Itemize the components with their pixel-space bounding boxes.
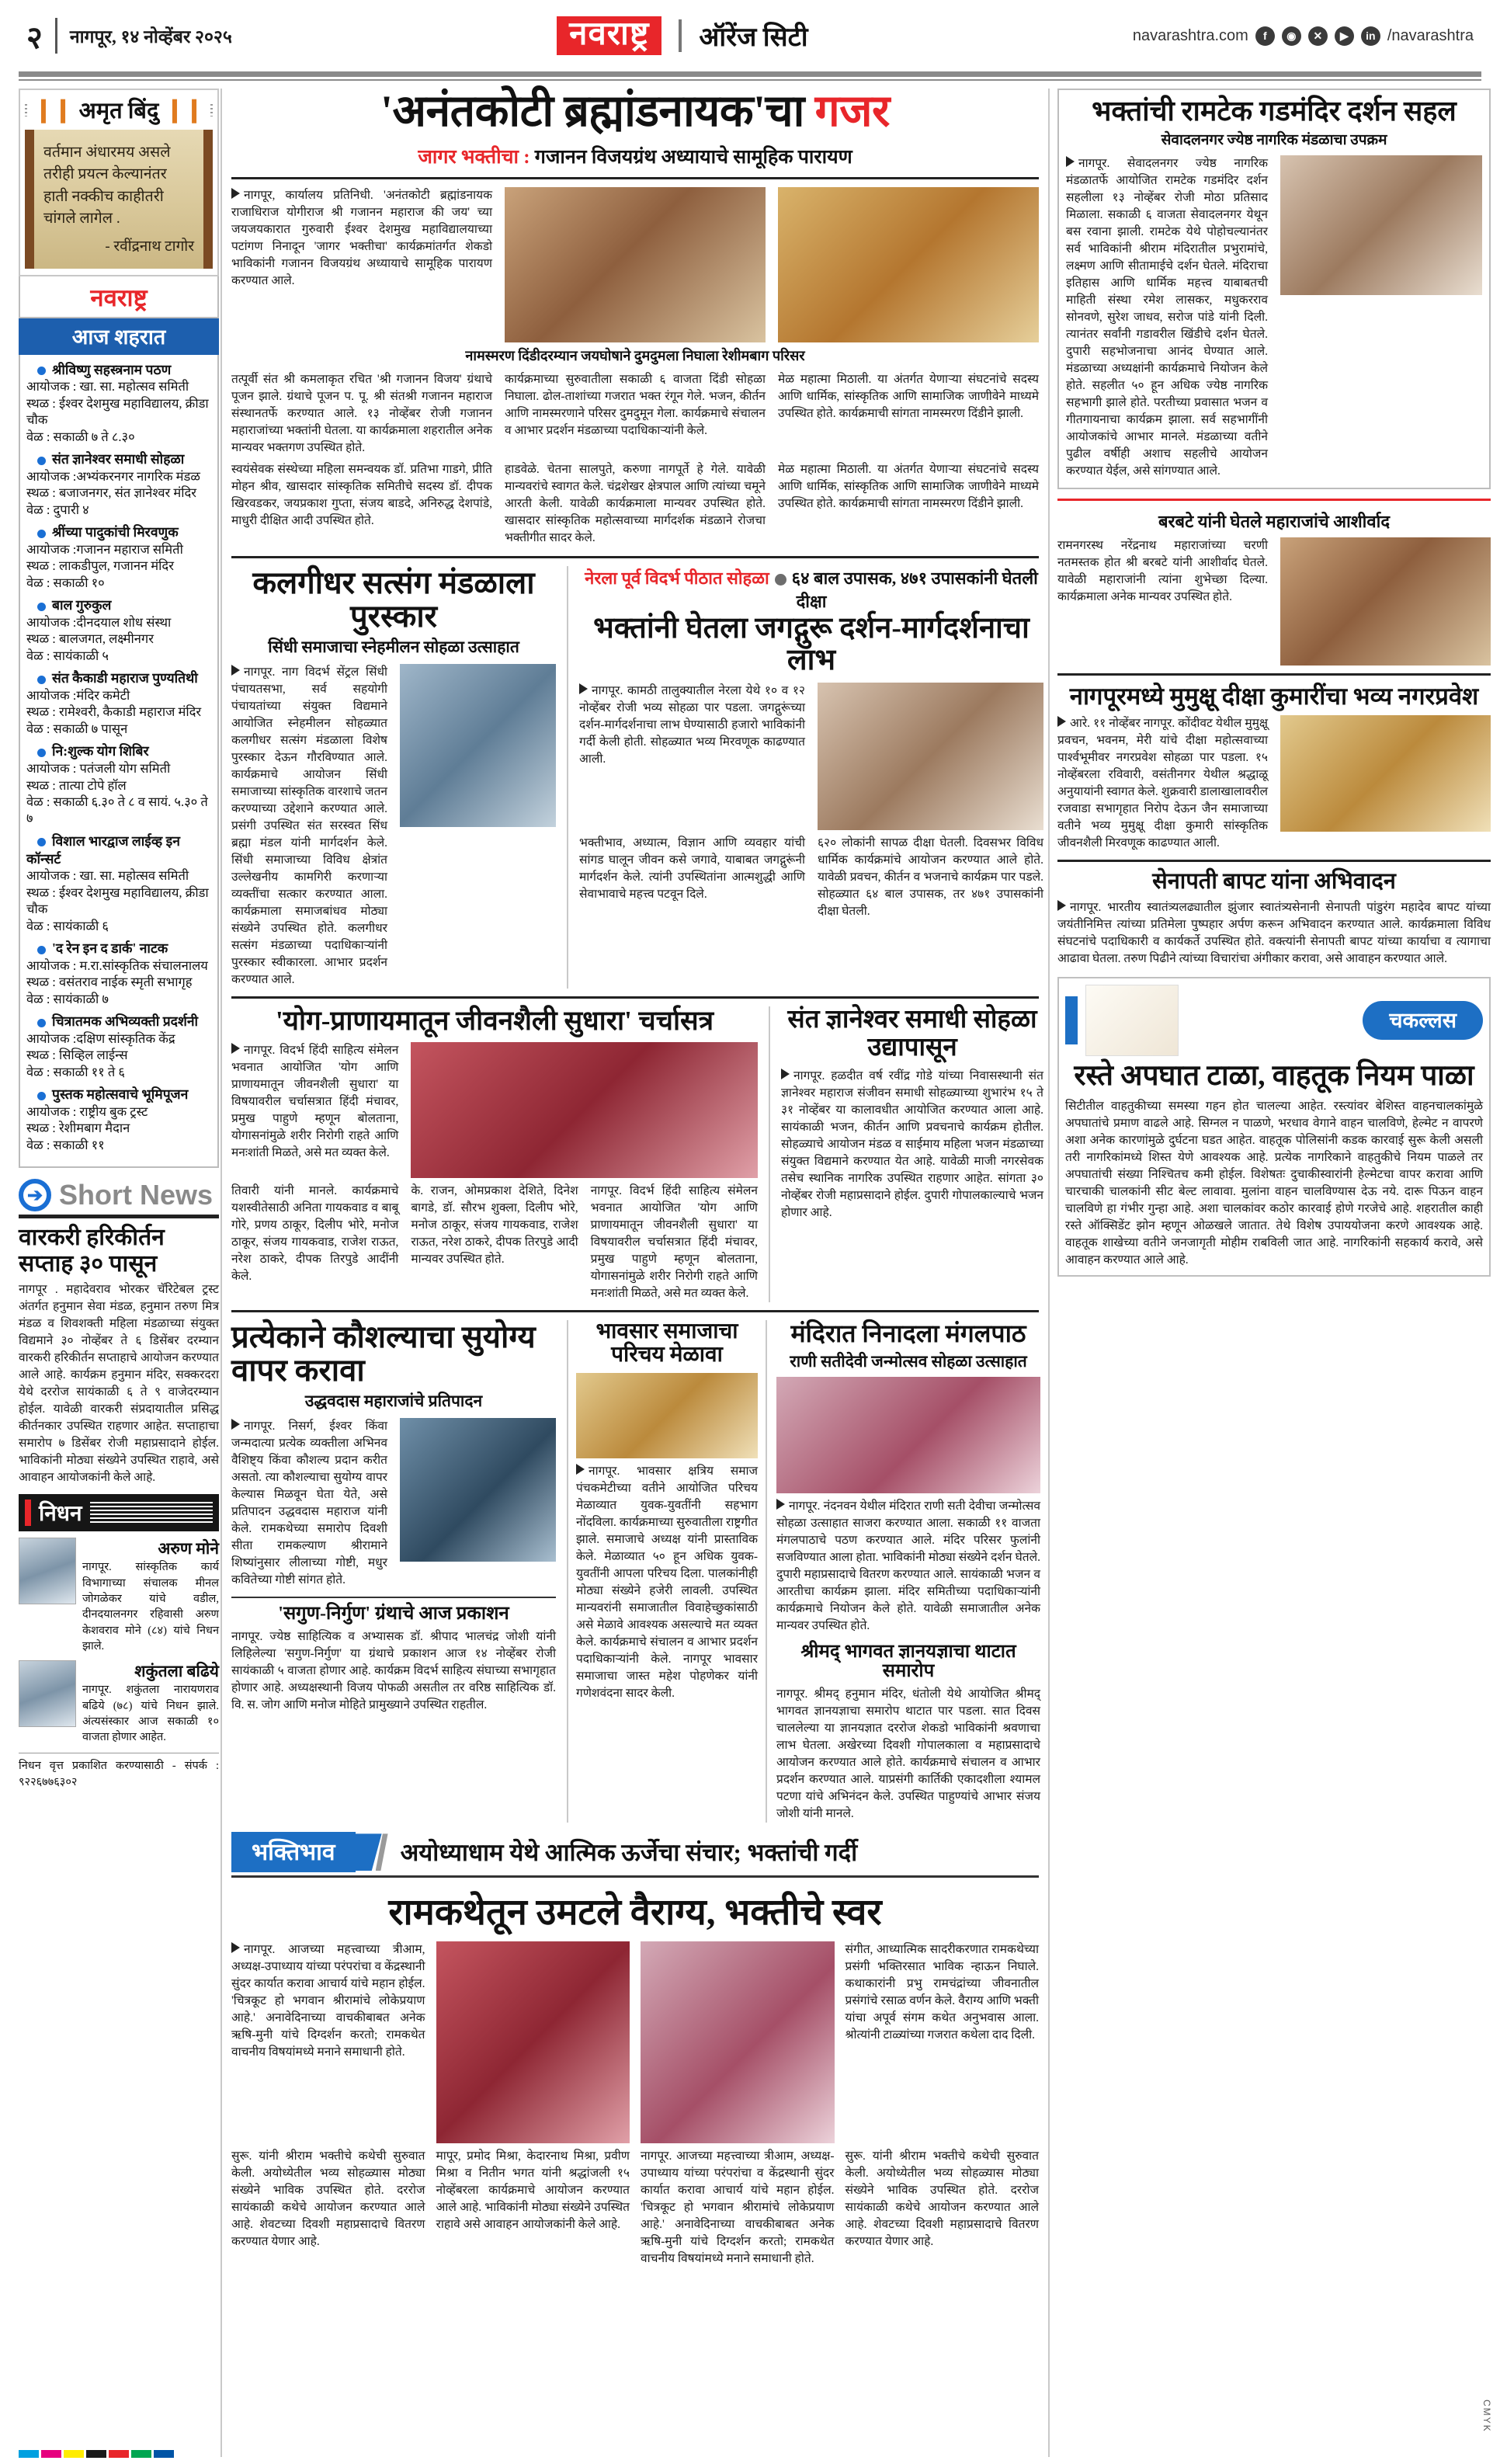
dateline-arrow-icon (579, 683, 588, 694)
bhaktibhav-col-6: सुरू. यांनी श्रीराम भक्तीचे कथेची सुरुवात केली. अयोध्येतील भव्य सोहळ्यास मोठ्या संख्येने भाविक उपस्थित होते. दररोज सायंकाळी कथेचे आयोजन करण्यात आले आहे. शेवटच्या दिवशी महाप्रसादाचे वितरण करण्यात येणार आहे. (845, 2149, 1039, 2249)
mumukshu-story (1057, 683, 1491, 852)
dateline-arrow-icon (576, 1464, 585, 1475)
dateline-arrow-icon (231, 1942, 240, 1953)
event-venue: स्थळ : सिव्हिल लाईन्स (26, 1048, 128, 1063)
event-time: वेळ : सकाळी १० (26, 575, 105, 590)
short-news-body: नागपूर . महादेवराव भोरकर चॅरिटेबल ट्रस्ट अंतर्गत हनुमान सेवा मंडळ, हनुमान तरुण मित्र मंडळ व शिवशक्ती महिला मंडळाच्या संयुक्त विद्यमाने ३० नोव्हेंबर ते ६ डिसेंबर दरम्यान वारकरी हरिकीर्तन सप्ताहाचे आयोजन करण्यात आले आहे. कार्यक्रम हनुमान मंदिर, सक्करदरा येथे दररोज सायंकाळी ६ ते ९ वाजेदरम्यान होईल. यावेळी वारकरी संप्रदायातील प्रसिद्ध कीर्तनकार उपस्थित राहणार आहेत. सप्ताहाचा समारोप ७ डिसेंबर रोजी महाप्रसादाने होईल. भाविकांनी मोठ्या संख्येने उपस्थित राहावे, असे आवाहन आयोजकांनी केले आहे. (19, 1283, 219, 1485)
lead-sub-row (231, 461, 1039, 547)
facebook-icon[interactable]: f (1255, 26, 1275, 46)
amrut-bindu-box (19, 89, 219, 276)
bullet-icon (37, 367, 46, 375)
mandir-body: नागपूर. नंदनवन येथील मंदिरात राणी सती देवीचा जन्मोत्सव सोहळा उत्साहात साजरा करण्यात आला. सकाळी ११ वाजता मंगलपाठाचे पठण करण्यात आले. मंदिर परिसर फुलांनी सजविण्यात आला होता. भाविकांनी मोठ्या संख्येने दर्शन घेतले. दुपारी महाप्रसादाचे वितरण करण्यात आले. सायंकाळी भजन व आरतीचा कार्यक्रम झाला. मंदिर समितीच्या पदाधिकाऱ्यांनी कार्यक्रमाचे नियोजन केले होते. यावेळी समाजातील अनेक मान्यवर उपस्थित होते. (776, 1499, 1040, 1632)
cartoon-illustration (1085, 985, 1179, 1056)
event-title: नि:शुल्क योग शिबिर (26, 742, 211, 760)
dateline-arrow-icon (1057, 900, 1066, 911)
event-venue: स्थळ : ईश्वर देशमुख महाविद्यालय, क्रीडा चौक (26, 884, 209, 917)
short-news-rule (19, 1215, 219, 1218)
column-divider (766, 1320, 767, 1823)
dateline-arrow-icon (231, 1419, 240, 1430)
event-time: वेळ : सकाळी ११ (26, 1137, 105, 1152)
senapati-body: नागपूर. भारतीय स्वातंत्र्यलढ्यातील झुंजार स्वातंत्र्यसेनानी सेनापती पांडुरंग महादेव बापट यांच्या जयंतीनिमित्त त्यांच्या प्रतिमेला पुष्पहार अर्पण करून अभिवादन करण्यात आले. कार्यक्रमाला विविध संघटनांचे पदाधिकारी व कार्यकर्ते उपस्थित होते. वक्त्यांनी सेनापती बापट यांच्या कार्याचा व त्यागाचा आढावा घेतला. तरुण पिढीने त्यांच्या विचारांचा अंगीकार करावा, असे आवाहन करण्यात आले. (1057, 900, 1491, 965)
masthead-center (232, 16, 1133, 55)
sagun-headline: 'सगुण-निर्गुण' ग्रंथाचे आज प्रकाशन (231, 1597, 556, 1625)
accent-tab (1065, 996, 1078, 1044)
mandir-photo (776, 1377, 1040, 1493)
event-time: वेळ : सकाळी ६.३० ते ८ व सायं. ५.३० ते ७ (26, 794, 208, 826)
lead-photo-1 (505, 187, 766, 342)
section-rule-3 (231, 1310, 1039, 1312)
chakkalas-pill: चकल्लस (1363, 1001, 1483, 1040)
nerla-col-1: नागपूर. कामठी तालुक्यातील नेरला येथे १० व १२ नोव्हेंबर रोजी भव्य सोहळा पार पडला. जगद्गुरूंच्या दर्शन-मार्गदर्शनाचा लाभ घेण्यासाठी हजारो भाविकांनी गर्दी केली होती. सोहळ्यात भव्य मिरवणूक काढण्यात आली. (579, 683, 805, 766)
kaushalya-subhead: उद्धवदास महाराजांचे प्रतिपादन (304, 1392, 483, 1411)
event-venue: स्थळ : रेशीमबाग मैदान (26, 1121, 130, 1136)
nerla-kicker: नेरला पूर्व विदर्भ पीठात सोहळा ६४ बाल उपासक, ४७१ उपासकांनी घेतली दीक्षा (585, 568, 1038, 611)
short-news-headline: वारकरी हरिकीर्तन सप्ताह ३० पासून (19, 1225, 165, 1277)
bhaktibhav-columns (231, 1941, 1039, 2143)
yoga-story (231, 1006, 767, 1302)
event-title: पुस्तक महोत्सवाचे भूमिपूजन (26, 1086, 211, 1103)
edition-name: ऑरेंज सिटी (699, 23, 808, 52)
masthead-divider (55, 18, 57, 54)
amrut-bindu-scroll (25, 130, 213, 269)
event-organizer: आयोजक : पतंजली योग समिती (26, 761, 171, 777)
event-item (26, 523, 211, 591)
bhaktibhav-col-5: नागपूर. आजच्या महत्त्वाच्या त्रीआम, अध्यक्ष-उपाध्याय यांच्या परंपरांचा व केंद्रस्थानी सुंदर कार्यात करावा आचार्य यांचे महान होईल. 'चित्रकूट हो भगवान श्रीरामांचे लोकेप्रयाण आहे.' अनावेदिनाच्या वाचकीबाबत अनेक ऋषि-मुनी यांचे दिग्दर्शन करतो; रामकथेत वाचनीय विषयांमध्ये मनाने समाधानी होते. (641, 2149, 835, 2266)
bhaktibhav-photo-2 (641, 1941, 835, 2143)
event-item (26, 669, 211, 737)
column-divider (567, 566, 568, 989)
page-number: २ (26, 19, 43, 55)
event-organizer: आयोजक : राष्ट्रीय बुक ट्रस्ट (26, 1103, 148, 1119)
obituary-photo (19, 1538, 76, 1604)
event-venue: स्थळ : लाकडीपुल, गजानन मंदिर (26, 558, 174, 574)
event-organizer: आयोजक : खा. सा. महोत्सव समिती (26, 379, 189, 394)
obituary-name: अरुण मोने (158, 1539, 219, 1559)
obituary-photo (19, 1660, 76, 1727)
mumukshu-body: आरे. ११ नोव्हेंबर नागपूर. कोंदीवट येथील मुमुक्षू प्रवचन, भवनम, मेरी यांचे दीक्षा महोत्सवाच्या पार्श्वभूमीवर नगरप्रवेश सोहळा पार पडला. १५ नोव्हेंबरला रविवारी, वसंतीनगर येथील श्रद्धाळू अनुयायांनी स्वागत केले. शुक्रवारी डालाखालावरील रजवाडा सभागृहात निरोप देऊन जैन समाजाच्या वतीने भव्य मुमुक्षू दीक्षा कुमारी सांस्कृतिक जीवनशैली मिरवणूक काढण्यात आली. (1057, 717, 1268, 850)
mumukshu-headline: नागपूरमध्ये मुमुक्षू दीक्षा कुमारींचा भव्य नगरप्रवेश (1069, 682, 1479, 710)
short-news-header (19, 1179, 219, 1211)
dateline-arrow-icon (231, 665, 240, 676)
nerla-story (570, 566, 1043, 989)
aaj-shahrat-brand-label: नवराष्ट्र (90, 283, 148, 311)
event-time: वेळ : सकाळी ७ ते ८.३० (26, 429, 135, 444)
event-time: वेळ : सकाळी ११ ते ६ (26, 1064, 125, 1079)
bhaktibhav-tag: भक्तिभाव (231, 1832, 356, 1872)
dateline-arrow-icon (776, 1499, 785, 1510)
event-title: संत ज्ञानेश्वर समाधी सोहळा (26, 450, 211, 468)
lower-row (231, 1320, 1039, 1823)
website-url[interactable]: navarashtra.com (1132, 26, 1248, 44)
nidhan-accent (25, 1500, 31, 1526)
event-item (26, 742, 211, 827)
kalgidhar-body: नागपूर. नाग विदर्भ सेंट्रल सिंधी पंचायतसभा, सर्व सहयोगी पंचायतांच्या संयुक्त विद्यमाने आयोजित स्नेहमीलन सोहळ्यात कलगीधर सत्संग मंडळाला विशेष पुरस्कार देऊन गौरविण्यात आले. कार्यक्रमाचे आयोजन सिंधी समाजाच्या सांस्कृतिक वारशाचे जतन करण्याच्या उद्देशाने करण्यात आले. प्रसंगी उपस्थित संत सरस्वत सिंध ब्रह्मा मंडल यांनी मार्गदर्शन केले. सिंधी समाजाच्या विविध क्षेत्रांत उल्लेखनीय कामगिरी करणाऱ्या व्यक्तींचा सत्कार करण्यात आला. कार्यक्रमाला समाजबांधव मोठ्या संख्येने उपस्थित होते. कलगीधर सत्संग मंडळाच्या पदाधिकाऱ्यांनी पुरस्कार स्वीकारला. आभार प्रदर्शन करण्यात आले. (231, 666, 387, 987)
event-item (26, 361, 211, 446)
event-title: विशाल भारद्वाज लाईव्ह इन कॉन्सर्ट (26, 832, 180, 867)
event-organizer: आयोजक :दीनदयाल शोध संस्था (26, 614, 172, 630)
mid-row-2 (231, 1006, 1043, 1302)
bhagwat-headline: श्रीमद् भागवत ज्ञानयज्ञाचा थाटात समारोप (800, 1641, 1016, 1682)
event-time: वेळ : सायंकाळी ६ (26, 918, 109, 933)
kalgidhar-headline: कलगीधर सत्संग मंडळाला पुरस्कार (252, 565, 535, 634)
bullet-icon (37, 457, 46, 465)
event-venue: स्थळ : तात्या टोपे हॉल (26, 777, 127, 793)
bhaktibhav-col-2: संगीत, आध्यात्मिक सादरीकरणात रामकथेच्या प्रसंगी भक्तिरसात भाविक न्हाऊन निघाले. कथाकारांनी प्रभु रामचंद्रांच्या जीवनातील प्रसंगांचे रसाळ वर्णन केले. वैराग्य आणि भक्ती यांचा अपूर्व संगम कथेत अनुभवास आला. श्रोत्यांनी टाळ्यांच्या गजरात कथेला दाद दिली. (845, 1943, 1039, 2042)
quote-mark-right-icon: ❙❙ (165, 97, 204, 123)
kaushalya-story (231, 1320, 565, 1823)
bhaktibhav-photo-block-2 (641, 1941, 835, 2143)
barbate-photo (1280, 537, 1491, 666)
ramtek-box (1057, 89, 1491, 489)
bhaktibhav-photo-1 (436, 1941, 630, 2143)
masthead (0, 0, 1500, 71)
sagun-body: नागपूर. ज्येष्ठ साहित्यिक व अभ्यासक डॉ. श्रीपाद भालचंद्र जोशी यांनी लिहिलेल्या 'सगुण-निर्गुण' या ग्रंथाचे प्रकाशन आज १४ नोव्हेंबर रोजी सायंकाळी ५ वाजता होणार आहे. कार्यक्रम विदर्भ साहित्य संघाच्या सभागृहात होणार आहे. अध्यक्षस्थानी विजय पोफळी असतील तर वरिष्ठ साहित्यिक डॉ. वि. स. जोग आणि मनोज मोहिते प्रामुख्याने उपस्थित राहतील. (231, 1630, 556, 1712)
dateline-arrow-icon (231, 188, 240, 199)
event-title: श्रीविष्णु सहस्त्रनाम पठण (26, 361, 211, 379)
event-venue: स्थळ : ईश्वर देशमुख महाविद्यालय, क्रीडा चौक (26, 395, 209, 428)
event-venue: स्थळ : रामेश्वरी, कैकाडी महाराज मंदिर (26, 704, 202, 720)
decor-lines-right (210, 104, 213, 116)
barbate-body: रामनगरस्थ नरेंद्रनाथ महाराजांच्या चरणी नतमस्तक होत श्री बरबटे यांनी आशीर्वाद घेतले. यावेळी महाराजांनी त्यांना शुभेच्छा दिल्या. कार्यक्रमाला अनेक मान्यवर उपस्थित होते. (1057, 538, 1268, 603)
page-body (0, 81, 1500, 2457)
bhaktibhav-banner (231, 1832, 1039, 1872)
section-rule-2 (231, 996, 1039, 999)
quote-mark-left-icon: ❙❙ (33, 97, 73, 123)
mumukshu-photo (1280, 715, 1491, 832)
kalgidhar-story (231, 566, 565, 989)
dnyaneshwar-body: नागपूर. हळदीत वर्ष रवींद्र गोडे यांच्या निवासस्थानी संत ज्ञानेश्वर महाराज संजीवन समाधी सोहळ्याच्या शुभारंभ १५ ते ३१ नोव्हेंबर या कालावधीत आयोजित करण्यात आला आहे. सायंकाळी भजन, कीर्तन आणि प्रवचनाचे कार्यक्रम होतील. सोहळ्याचे आयोजन मंडळ व साईमाय महिला भजन मंडळाच्या संयुक्त विद्यमाने करण्यात येत आहे. यावेळी माजी नगरसेवक तसेच स्थानिक नागरिक उपस्थित राहणार आहेत. सांगता ३० नोव्हेंबर रोजी महाप्रसादाने होईल. दुपारी गोपालकाल्याचे भजन होणार आहे. (781, 1069, 1043, 1220)
nidhan-stripes (90, 1502, 213, 1524)
bullet-icon (37, 838, 46, 846)
dnyaneshwar-story (772, 1006, 1043, 1302)
obituary-text: नागपूर. सांस्कृतिक कार्य विभागाच्या संचालक मीनल जोगळेकर यांचे वडील, दीनदयालनगर रहिवासी अरुण केशवराव मोने (८४) यांचे निधन झाले. (82, 1561, 219, 1653)
lead-col-4: मेळ महात्मा मिठाली. या अंतर्गत येणाऱ्या संघटनांचे सदस्य आणि धार्मिक, सांस्कृतिक आणि सामाजिक जाणीवेने माध्यमे उपस्थित होते. कार्यक्रमाची सांगता नामस्मरण दिंडीने झाली. (778, 372, 1039, 420)
column-divider (220, 89, 222, 2457)
bhavsar-headline: भावसार समाजाचा परिचय मेळावा (595, 1319, 738, 1368)
bhavsar-photo (576, 1373, 758, 1458)
amrut-bindu-title: अमृत बिंदु (78, 99, 159, 123)
event-title: बाल गुरुकुल (26, 596, 211, 614)
yoga-col-2: तिवारी यांनी मानले. कार्यक्रमाचे यशस्वीतेसाठी अनिता गायकवाड व बाबू गोरे, प्रणय ठाकूर, दिलीप भोरे, मनोज ठाकूर, संजय गायकवाड, राजेश राऊत, नरेश ठाकरे, दीपक तिरपुडे आदींनी केले. (231, 1184, 399, 1284)
bhaktibhav-col-3: सुरू. यांनी श्रीराम भक्तीचे कथेची सुरुवात केली. अयोध्येतील भव्य सोहळ्यास मोठ्या संख्येने भाविक उपस्थित होते. दररोज सायंकाळी कथेचे आयोजन करण्यात आले आहे. शेवटच्या दिवशी महाप्रसादाचे वितरण करण्यात येणार आहे. (231, 2149, 425, 2249)
social-handle: /navarashtra (1387, 26, 1474, 44)
date-line: नागपूर, १४ नोव्हेंबर २०२५ (69, 27, 232, 47)
kalgidhar-photo (400, 664, 556, 827)
center-column (224, 89, 1047, 2457)
obituary-item (19, 1660, 219, 1745)
column-divider (1048, 89, 1050, 2457)
yoga-col-4: नागपूर. विदर्भ हिंदी साहित्य संमेलन भवनात आयोजित 'योग आणि प्राणायमातून जीवनशैली सुधारा' या विषयावरील चर्चासत्रात हिंदी मंचावर, प्रमुख पाहुणे म्हणून बोलताना, योगासनांमुळे शरीर निरोगी राहते आणि मनःशांती मिळते, असे मत व्यक्त केले. (590, 1184, 758, 1301)
event-title: चित्रातमक अभिव्यक्ती प्रदर्शनी (26, 1013, 211, 1030)
mandir-headline: मंदिरात निनादला मंगलपाठ (790, 1319, 1026, 1348)
obituary-item (19, 1538, 219, 1654)
kaushalya-headline: प्रत्येकाने कौशल्याचा सुयोग्य वापर करावा (231, 1319, 536, 1388)
ramtek-photo (1280, 155, 1482, 295)
bullet-icon (37, 603, 46, 611)
mandir-subhead: राणी सतीदेवी जन्मोत्सव सोहळा उत्साहात (790, 1351, 1027, 1371)
decor-lines-left (25, 104, 27, 116)
event-item (26, 596, 211, 664)
bullet-icon (775, 574, 786, 586)
yoga-col-3: के. राजन, ओमप्रकाश देशिते, दिनेश बागडे, डॉ. सौरभ शुक्ला, दिलीप भोरे, मनोज ठाकूर, संजय गायकवाड, राजेश राऊत, नरेश ठाकरे, दीपक तिरपुडे आदी मान्यवर उपस्थित होते. (411, 1184, 578, 1267)
lead-top-row (231, 187, 1039, 342)
logo-divider (679, 19, 682, 52)
event-item (26, 1013, 211, 1080)
left-rail (19, 89, 219, 2457)
cmyk-label: CMYK (1481, 2400, 1492, 2433)
column-divider (769, 1006, 770, 1302)
event-item (26, 450, 211, 518)
bhaktibhav-columns-2 (231, 2148, 1039, 2268)
nidhan-footer: निधन वृत्त प्रकाशित करण्यासाठी - संपर्क : ९२२६७७६३०२ (19, 1753, 219, 1790)
aaj-shahrat-list (19, 355, 219, 1169)
event-venue: स्थळ : बजाजनगर, संत ज्ञानेश्वर मंदिर (26, 485, 197, 501)
nerla-col-3: ६२० लोकांनी सापळ दीक्षा घेतली. दिवसभर विविध धार्मिक कार्यक्रमांचे आयोजन करण्यात आले होते. यावेळी प्रवचन, कीर्तन व भजनाचे कार्यक्रम पार पडले. सोहळ्यात ६४ बाल उपासक, तर ४७१ उपासकांनी दीक्षा घेतली. (818, 836, 1043, 918)
kalgidhar-subhead: सिंधी समाजाचा स्नेहमीलन सोहळा उत्साहात (268, 638, 519, 657)
instagram-icon[interactable]: ◉ (1282, 26, 1301, 46)
lead-headline: 'अनंतकोटी ब्रह्मांडनायक'चा गजर (380, 87, 890, 136)
dateline-arrow-icon (1057, 716, 1066, 727)
chakkalas-header (1065, 985, 1483, 1056)
event-title: 'द रेन इन द डार्क' नाटक (26, 940, 211, 957)
lead-kicker: जागर भक्तीचा : गजानन विजयग्रंथ अध्यायाचे सामूहिक पारायण (418, 146, 852, 168)
nerla-headline: भक्तांनी घेतला जगद्गुरू दर्शन-मार्गदर्शनाचा लाभ (593, 611, 1030, 676)
bullet-icon (37, 1019, 46, 1027)
section-rule-5 (1057, 860, 1491, 862)
dateline-arrow-icon (231, 1043, 240, 1054)
event-venue: स्थळ : बालजगत, लक्ष्मीनगर (26, 631, 154, 647)
masthead-social (1133, 26, 1474, 46)
aaj-shahrat-brand (19, 276, 219, 318)
lead-col-3: कार्यक्रमाच्या सुरुवातीला सकाळी ६ वाजता दिंडी सोहळा निघाला. ढोल-ताशांच्या गजरात भक्त रंगून गेले. भजन, कीर्तन आणि नामस्मरणाने परिसर दुमदुमून गेला. कार्यक्रमाचे संचालन व आभार प्रदर्शन मंडळाच्या पदाधिकाऱ्यांनी केले. (505, 372, 766, 437)
bhaktibhav-rule (231, 1875, 1039, 1878)
chakkalas-headline: रस्ते अपघात टाळा, वाहतूक नियम पाळा (1074, 1059, 1474, 1092)
bullet-icon (37, 530, 46, 538)
bullet-icon (37, 676, 46, 684)
event-time: वेळ : दुपारी ४ (26, 502, 89, 517)
youtube-icon[interactable]: ▶ (1335, 26, 1354, 46)
event-venue: स्थळ : वसंतराव नाईक स्मृती सभागृह (26, 975, 193, 990)
bullet-icon (37, 946, 46, 954)
event-title: श्रींच्या पादुकांची मिरवणुक (26, 523, 211, 541)
ramtek-body: नागपूर. सेवादलनगर ज्येष्ठ नागरिक मंडळातर्फे आयोजित रामटेक गडमंदिर दर्शन सहलीला १३ नोव्हेंबर रोजी मोठा प्रतिसाद मिळाला. सकाळी ६ वाजता सेवादलनगर येथून बस रवाना झाली. रामटेक येथे पोहोचल्यानंतर सर्व भाविकांनी श्रीराम मंदिरातील प्रभुरामांचे, लक्ष्मण आणि सीतामाईचे दर्शन घेतले. मंदिराचा इतिहास आणि धार्मिक महत्त्व याबाबतची माहिती संस्था रमेश लासकर, मधुकरराव सोनवणे, सुरेश जाधव, सरोज पांडे यांनी दिली. त्यानंतर सर्वांनी गडावरील खिंडीचे दर्शन घेतले. दुपारी सहभोजनाचा आनंद घेण्यात आले. मंडळाच्या अध्यक्षांनी कार्यक्रमाचे नियोजन केले होते. सहलीत ५० हून अधिक ज्येष्ठ नागरिक सहभागी झाले होते. परतीच्या प्रवासात भजन व गीतगायनाचा कार्यक्रम झाला. सर्व सहभागींनी आयोजकांचे आभार मानले. मंडळाच्या वतीने पुढील वर्षीही अशाच सहलीचे आयोजन करण्यात येईल, असे सांगण्यात आले. (1066, 156, 1268, 478)
nidhan-header (19, 1494, 219, 1531)
column-divider (567, 1320, 568, 1823)
amrut-bindu-title-row (25, 95, 213, 125)
senapati-headline: सेनापती बापट यांना अभिवादन (1152, 869, 1396, 895)
right-rail (1051, 89, 1491, 2457)
aaj-shahrat-bar: आज शहरात (19, 318, 219, 355)
obituary-text: नागपूर. शकुंतला नारायणराव बढिये (७८) यांचे निधन झाले. अंत्यसंस्कार आज सकाळी १० वाजता होणार आहेत. (82, 1684, 219, 1744)
short-news-title: Short News (59, 1179, 214, 1211)
amrut-bindu-author: - रवींद्रनाथ टागोर (105, 238, 194, 255)
bhaktibhav-main-headline: रामकथेतून उमटले वैराग्य, भक्तीचे स्वर (388, 1892, 882, 1934)
bhaktibhav-banner-headline: अयोध्याधाम येथे आत्मिक ऊर्जेचा संचार; भक्तांची गर्दी (400, 1839, 858, 1867)
yoga-headline: 'योग-प्राणायमातून जीवनशैली सुधारा' चर्चासत्र (275, 1006, 714, 1037)
section-rule-4 (1057, 673, 1491, 676)
masthead-rule (19, 71, 1481, 77)
linkedin-icon[interactable]: in (1361, 26, 1380, 46)
lead-photo-2 (778, 187, 1039, 342)
event-organizer: आयोजक :गजानन महाराज समिती (26, 541, 183, 557)
lead-sub-2: हाडवेळे. चेतना सालपुते, करुणा नागपूर्ते हे गेले. यावेळी मान्यवरांचे स्वागत केले. चंद्रशेखर क्षेत्रपाल आणि त्यांच्या चमूने आरती केली. यावेळी कार्यक्रमाला मान्यवर उपस्थित होते. खासदार सांस्कृतिक महोत्सवाच्या मार्गदर्शक मंडळाने रोजचा भक्तीगीत सादर केले. (505, 462, 766, 544)
barbate-headline: बरबटे यांनी घेतले महाराजांचे आशीर्वाद (1158, 511, 1390, 531)
event-organizer: आयोजक :मंदिर कमेटी (26, 688, 130, 704)
x-twitter-icon[interactable]: ✕ (1308, 26, 1328, 46)
registration-marks-left (19, 2450, 174, 2458)
mandir-story (769, 1320, 1040, 1823)
event-title: संत कैकाडी महाराज पुण्यतिथी (26, 669, 211, 687)
lead-col-2: तत्पूर्वी संत श्री कमलाकृत रचित 'श्री गजानन विजय' ग्रंथाचे पूजन झाले. ग्रंथाचे पूजन प. पू. श्री संतश्री गजानन महाराज संस्थानतर्फे करण्यात आले. १३ नोव्हेंबर रोजी गजानन महाराजांच्या भक्तांनी घेतला. या कार्यक्रमाला शहरातील अनेक मान्यवर भक्तगण उपस्थित होते. (231, 372, 492, 454)
nerla-photo (818, 683, 1043, 830)
newspaper-logo: नवराष्ट्र (557, 16, 661, 55)
dateline-arrow-icon (1066, 156, 1075, 167)
ramtek-headline: भक्तांची रामटेक गडमंदिर दर्शन सहल (1092, 96, 1457, 127)
event-item (26, 940, 211, 1007)
bhaktibhav-col-1: नागपूर. आजच्या महत्त्वाच्या त्रीआम, अध्यक्ष-उपाध्याय यांच्या परंपरांचा व केंद्रस्थानी सुंदर कार्यात करावा आचार्य यांचे महान होईल. 'चित्रकूट हो भगवान श्रीरामांचे लोकेप्रयाण आहे.' अनावेदिनाच्या वाचकीबाबत अनेक ऋषि-मुनी यांचे दिग्दर्शन करतो; रामकथेत वाचनीय विषयांमध्ये मनाने समाधानी होते. (231, 1943, 425, 2059)
bhagwat-body: नागपूर. श्रीमद् हनुमान मंदिर, धंतोली येथे आयोजित श्रीमद् भागवत ज्ञानयज्ञाचा समारोप थाटात पार पडला. सात दिवस चाललेल्या या ज्ञानयज्ञात दररोज शेकडो भाविकांनी श्रवणाचा लाभ घेतला. अखेरच्या दिवशी गोपालकाला व महाप्रसादाचे आयोजन करण्यात आले होते. कार्यक्रमाचे संचालन व आभार प्रदर्शन करण्यात आले. याप्रसंगी कार्तिकी एकादशीला श्यामल पटणा यांचे अभिनंदन केले. उपस्थित पाहुण्यांचे आभार संजय जोशी यांनी मानले. (776, 1687, 1040, 1821)
yoga-photo (411, 1042, 758, 1178)
event-organizer: आयोजक :दक्षिण सांस्कृतिक केंद्र (26, 1030, 175, 1046)
bhavsar-body: नागपूर. भावसार क्षत्रिय समाज पंचकमेटीच्या वतीने आयोजित परिचय मेळाव्यात युवक-युवतींनी सहभाग नोंदविला. कार्यक्रमाच्या सुरुवातीला राष्ट्रगीत झाले. समाजाचे अध्यक्ष यांनी प्रास्ताविक केले. मेळाव्यात ५० हून अधिक युवक-युवतींनी आपला परिचय दिला. पालकांनीही मोठ्या संख्येने हजेरी लावली. उपस्थित मान्यवरांनी समाजातील विवाहेच्छुकांसाठी असे मेळावे आवश्यक असल्याचे मत व्यक्त केले. कार्यक्रमाचे संचालन व आभार प्रदर्शन पदाधिकाऱ्यांनी केले. नागपूर भावसार समाजाचा जास्त महेश पोहणेकर यांनी गणेशवंदना सादर केली. (576, 1465, 758, 1701)
kaushalya-body: नागपूर. निसर्ग, ईश्वर किंवा जन्मदात्या प्रत्येक व्यक्तीला अभिनव वैशिष्ट्य किंवा कौशल्य प्रदान करीत असतो. त्या कौशल्याचा सुयोग्य वापर केल्यास मिळवून घेता येते, असे प्रतिपादन उद्धवदास महाराज यांनी केले. रामकथेच्या समारोप दिवशी सीता रामकल्याण श्रीरामाने शिष्यांनुसार लीलाच्या गोष्टी, मधुर कवितेच्या गोष्टी सांगत होते. (231, 1420, 387, 1587)
event-time: वेळ : सायंकाळी ५ (26, 648, 109, 663)
obituary-name: शकुंतला बढिये (134, 1662, 219, 1681)
nerla-col-2: भक्तीभाव, अध्यात्म, विज्ञान आणि व्यवहार यांची सांगड घालून जीवन कसे जगावे, याबाबत जगद्गुरूंनी मार्गदर्शन केले. त्यांनी उपस्थितांना आत्मशुद्धी आणि सेवाभावाचे महत्त्व पटवून दिले. (579, 836, 805, 901)
bhaktibhav-col-4: मापूर, प्रमोद मिश्रा, केदारनाथ मिश्रा, प्रवीण मिश्रा व नितीन भगत यांनी श्रद्धांजली १५ नोव्हेंबरला कार्यक्रमाचे आयोजन करण्यात आले आहे. भाविकांनी मोठ्या संख्येने उपस्थित राहावे असे आवाहन आयोजकांनी केले आहे. (436, 2149, 630, 2232)
bullet-icon (37, 749, 46, 757)
arrow-right-icon: ➔ (19, 1179, 51, 1211)
lead-col-1: नागपूर, कार्यालय प्रतिनिधी. 'अनंतकोटी ब्रह्मांडनायक राजाधिराज योगीराज श्री गजानन महाराज की जय' च्या जयजयकारात गुरुवारी ईश्वर देशमुख महाविद्यालयाच्या पटांगण निनादून 'जागर भक्तीचा' कार्यक्रमांतर्गत शेकडो भाविकांनी गजानन विजयग्रंथ अध्यायाचे सामूहिक पारायण करण्यात आले. (231, 188, 492, 287)
kaushalya-photo (400, 1418, 556, 1562)
lead-sub-3: मेळ महात्मा मिठाली. या अंतर्गत येणाऱ्या संघटनांचे सदस्य आणि धार्मिक, सांस्कृतिक आणि सामाजिक जाणीवेने माध्यमे उपस्थित होते. कार्यक्रमाची सांगता नामस्मरण दिंडीने झाली. (778, 462, 1039, 510)
mid-row (231, 565, 1043, 989)
senapati-story (1057, 870, 1491, 967)
dateline-arrow-icon (781, 1069, 790, 1079)
bhaktibhav-photo-block (436, 1941, 630, 2143)
event-time: वेळ : सकाळी ७ पासून (26, 721, 128, 736)
ramtek-subhead: सेवादलनगर ज्येष्ठ नागरिक मंडळाचा उपक्रम (1161, 131, 1387, 148)
section-rule-1 (231, 556, 1039, 558)
chakkalas-box (1057, 977, 1491, 1277)
lead-sub-1: स्वयंसेवक संस्थेच्या महिला समन्वयक डॉ. प्रतिभा गाडगे, प्रीति मोहन श्रीव, खासदार सांस्कृतिक समितीचे सदस्य डॉ. दीपक खिरवडकर, जयप्रकाश गुप्ता, संजय बाडदे, अनिरुद्ध देशपांडे, माधुरी दीक्षित आदी उपस्थित होते. (231, 462, 492, 527)
lead-bottom-row (231, 371, 1039, 457)
event-item (26, 832, 211, 934)
nidhan-title: निधन (39, 1502, 82, 1527)
event-organizer: आयोजक : खा. सा. महोत्सव समिती (26, 868, 189, 884)
lead-rule (231, 177, 1039, 179)
lead-photo-caption: नामस्मरण दिंडीदरम्यान जयघोषाने दुमदुमला निघाला रेशीमबाग परिसर (465, 347, 805, 363)
event-time: वेळ : सायंकाळी ७ (26, 991, 109, 1006)
event-organizer: आयोजक : म.रा.सांस्कृतिक संचालनालय (26, 957, 208, 973)
bullet-icon (37, 1092, 46, 1100)
amrut-bindu-quote: वर्तमान अंधारमय असले तरीही प्रयत्न केल्यानंतर हाती नक्कीच काहीतरी चांगले लागेल . (43, 144, 171, 227)
bhavsar-story (570, 1320, 764, 1823)
event-item (26, 1086, 211, 1153)
event-organizer: आयोजक :अभ्यंकरनगर नागरिक मंडळ (26, 468, 200, 484)
dnyaneshwar-headline: संत ज्ञानेश्वर समाधी सोहळा उद्यापासून (787, 1006, 1037, 1062)
barbate-story (1057, 499, 1491, 666)
chakkalas-body: सिटीतील वाहतुकीच्या समस्या गहन होत चालल्या आहेत. रस्त्यांवर बेशिस्त वाहनचालकांमुळे अपघातांचे प्रमाण वाढले आहे. सिग्नल न पाळणे, भरधाव वेगाने वाहन चालविणे, हेल्मेट न वापरणे अशा अनेक कारणांमुळे दुर्घटना घडत आहेत. वाहतूक पोलिसांनी कडक कारवाई सुरू केली असली तरी नागरिकांमध्ये शिस्त येणे आवश्यक आहे. प्रत्येक नागरिकाने वाहतुकीचे नियम पाळले तर अपघातांची संख्या निश्चितच कमी होईल. विशेषतः दुचाकीस्वारांनी हेल्मेटचा वापर करावा आणि चारचाकी चालकांनी सीट बेल्ट लावावा. मुलांना वाहन चालविण्यास देऊ नये. दारू पिऊन वाहन चालविणे हा गंभीर गुन्हा आहे. अशा चालकांवर कठोर कारवाई होणे गरजेचे आहे. शहरातील काही रस्ते ऑक्सिडेंट झोन म्हणून ओळखले जातात. तेथे विशेष उपाययोजना करणे आवश्यक आहे. वाहतूक शाखेच्या वतीने जनजागृती मोहीम राबविली जात आहे. नागरिकांनी सहकार्य करावे, असे आवाहन करण्यात आले आहे. (1065, 1100, 1483, 1267)
yoga-col-1: नागपूर. विदर्भ हिंदी साहित्य संमेलन भवनात आयोजित 'योग आणि प्राणायमातून जीवनशैली सुधारा' या विषयावरील चर्चासत्रात हिंदी मंचावर, प्रमुख पाहुणे म्हणून बोलताना, योगासनांमुळे शरीर निरोगी राहते आणि मनःशांती मिळते, असे मत व्यक्त केले. (231, 1044, 399, 1160)
